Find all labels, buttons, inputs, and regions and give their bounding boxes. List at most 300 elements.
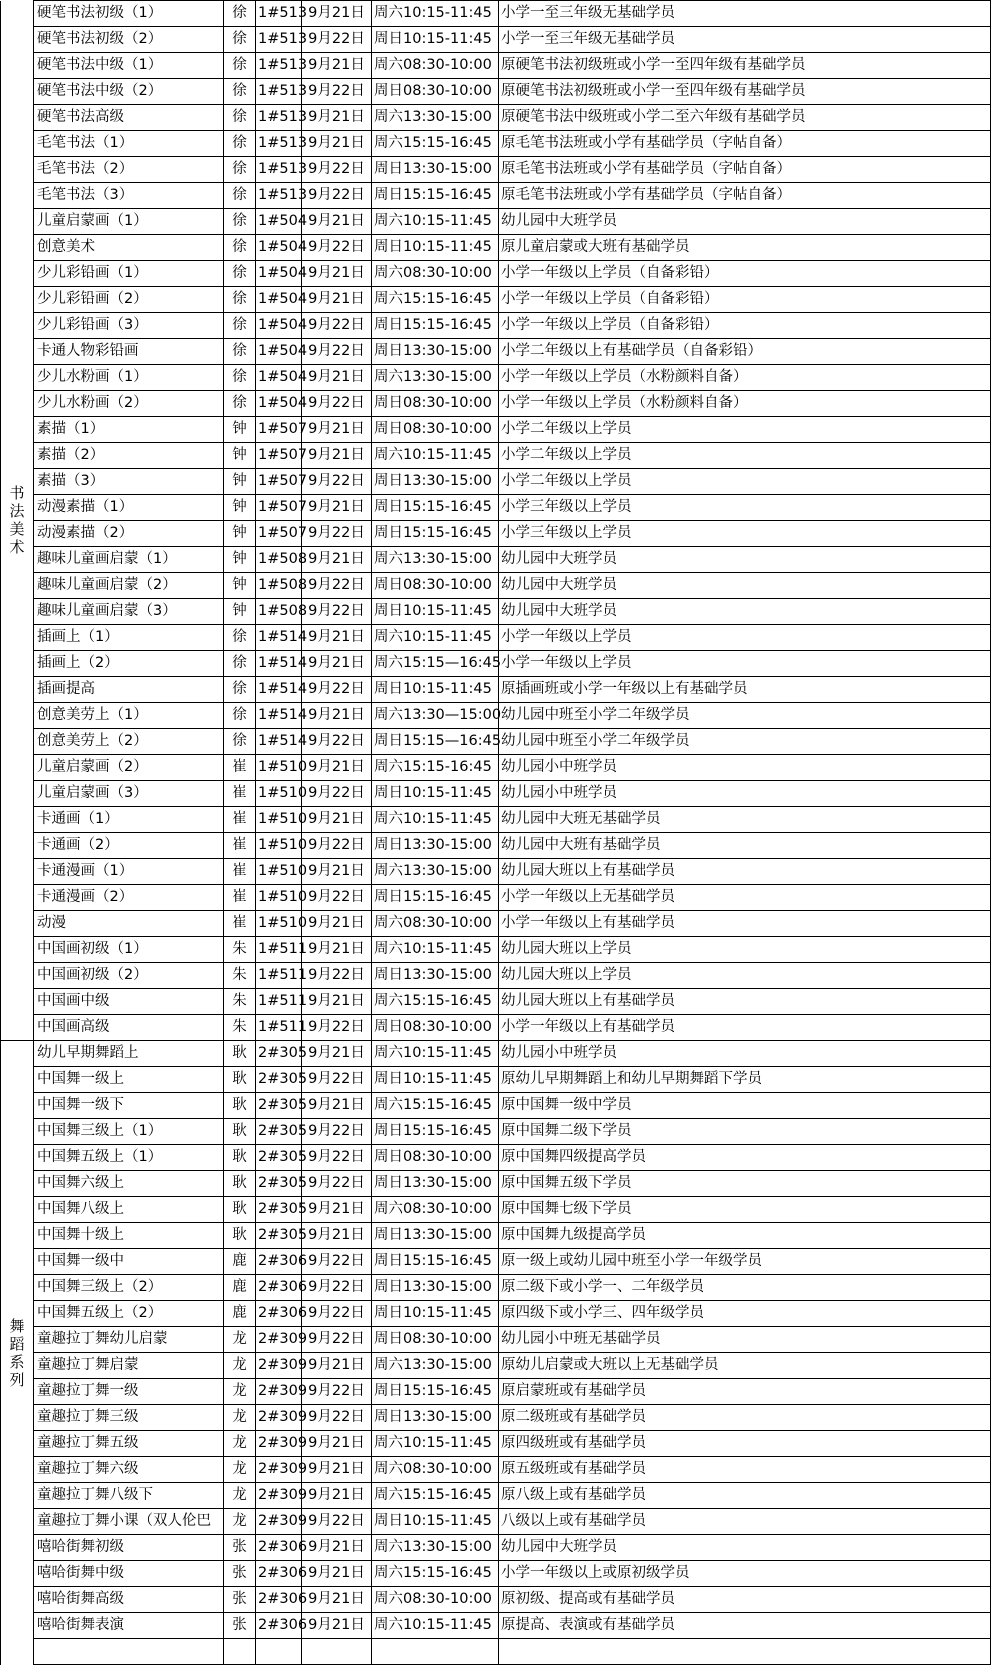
enrollment-requirement: 幼儿园大班以上学员 [499, 937, 991, 963]
teacher-name: 崔 [224, 807, 256, 833]
course-date: 9月22日 [302, 183, 372, 209]
table-row [1, 339, 991, 365]
course-time: 周六15:15-16:45 [372, 287, 499, 313]
course-date: 9月21日 [302, 1431, 372, 1457]
enrollment-requirement: 原幼儿启蒙或大班以上无基础学员 [499, 1353, 991, 1379]
teacher-name: 张 [224, 1561, 256, 1587]
teacher-name: 龙 [224, 1379, 256, 1405]
enrollment-requirement: 原一级上或幼儿园中班至小学一年级学员 [499, 1249, 991, 1275]
course-name: 卡通画（2） [34, 833, 224, 859]
teacher-name: 崔 [224, 755, 256, 781]
teacher-name: 徐 [224, 27, 256, 53]
table-row [1, 1067, 991, 1093]
table-row [1, 833, 991, 859]
course-time: 周日13:30-15:00 [372, 469, 499, 495]
room-number: 2#306 [256, 1561, 302, 1587]
teacher-name: 鹿 [224, 1249, 256, 1275]
course-name: 中国舞一级中 [34, 1249, 224, 1275]
course-date: 9月21日 [302, 1483, 372, 1509]
enrollment-requirement: 小学一年级以上学员（自备彩铅） [499, 287, 991, 313]
course-name: 童趣拉丁舞五级 [34, 1431, 224, 1457]
course-name: 硬笔书法中级（2） [34, 79, 224, 105]
teacher-name: 龙 [224, 1405, 256, 1431]
enrollment-requirement: 小学三年级以上学员 [499, 521, 991, 547]
table-row [1, 443, 991, 469]
enrollment-requirement: 原启蒙班或有基础学员 [499, 1379, 991, 1405]
course-date: 9月21日 [302, 755, 372, 781]
room-number: 2#309 [256, 1327, 302, 1353]
table-row [1, 859, 991, 885]
category-label: 舞蹈系列 [9, 1316, 25, 1389]
course-name: 中国画初级（2） [34, 963, 224, 989]
course-time: 周六08:30-10:00 [372, 53, 499, 79]
course-name: 童趣拉丁舞幼儿启蒙 [34, 1327, 224, 1353]
enrollment-requirement: 原二级班或有基础学员 [499, 1405, 991, 1431]
course-name: 童趣拉丁舞八级下 [34, 1483, 224, 1509]
table-row [1, 1431, 991, 1457]
enrollment-requirement: 幼儿园大班以上有基础学员 [499, 989, 991, 1015]
course-date: 9月22日 [302, 781, 372, 807]
enrollment-requirement: 小学一年级以上学员（自备彩铅） [499, 261, 991, 287]
course-date: 9月22日 [302, 313, 372, 339]
course-time: 周六15:15-16:45 [372, 755, 499, 781]
course-date: 9月22日 [302, 963, 372, 989]
teacher-name: 张 [224, 1613, 256, 1639]
course-time: 周日08:30-10:00 [372, 1015, 499, 1041]
course-name: 嘻哈街舞高级 [34, 1587, 224, 1613]
course-date: 9月22日 [302, 599, 372, 625]
enrollment-requirement: 原毛笔书法班或小学有基础学员（字帖自备） [499, 131, 991, 157]
course-time: 周六10:15-11:45 [372, 1613, 499, 1639]
enrollment-requirement: 原幼儿早期舞蹈上和幼儿早期舞蹈下学员 [499, 1067, 991, 1093]
table-row [1, 599, 991, 625]
enrollment-requirement [499, 1639, 991, 1665]
enrollment-requirement: 原提高、表演或有基础学员 [499, 1613, 991, 1639]
table-row [1, 261, 991, 287]
course-time: 周日13:30-15:00 [372, 339, 499, 365]
enrollment-requirement: 原毛笔书法班或小学有基础学员（字帖自备） [499, 157, 991, 183]
course-time: 周六13:30-15:00 [372, 1353, 499, 1379]
room-number: 2#306 [256, 1535, 302, 1561]
course-date: 9月21日 [302, 1613, 372, 1639]
course-name: 毛笔书法（2） [34, 157, 224, 183]
enrollment-requirement: 小学一年级以上学员（水粉颜料自备） [499, 365, 991, 391]
room-number: 1#510 [256, 755, 302, 781]
room-number: 1#513 [256, 183, 302, 209]
course-name: 素描（2） [34, 443, 224, 469]
table-row [1, 1457, 991, 1483]
teacher-name: 徐 [224, 703, 256, 729]
course-time: 周日10:15-11:45 [372, 27, 499, 53]
room-number: 2#305 [256, 1171, 302, 1197]
teacher-name: 徐 [224, 625, 256, 651]
course-date: 9月22日 [302, 1119, 372, 1145]
course-name: 中国舞三级上（1） [34, 1119, 224, 1145]
course-name: 少儿水粉画（2） [34, 391, 224, 417]
course-name: 中国舞三级上（2） [34, 1275, 224, 1301]
enrollment-requirement: 小学一年级以上有基础学员 [499, 911, 991, 937]
room-number: 1#513 [256, 53, 302, 79]
teacher-name: 鹿 [224, 1275, 256, 1301]
enrollment-requirement: 原硬笔书法初级班或小学一至四年级有基础学员 [499, 79, 991, 105]
table-row [1, 209, 991, 235]
course-name: 插画上（2） [34, 651, 224, 677]
course-date: 9月22日 [302, 521, 372, 547]
room-number: 2#305 [256, 1197, 302, 1223]
enrollment-requirement: 幼儿园大班以上有基础学员 [499, 859, 991, 885]
course-time: 周日08:30-10:00 [372, 79, 499, 105]
table-row [1, 1197, 991, 1223]
table-row [1, 573, 991, 599]
course-date: 9月21日 [302, 547, 372, 573]
course-name: 儿童启蒙画（2） [34, 755, 224, 781]
table-row [1, 937, 991, 963]
course-date: 9月22日 [302, 1327, 372, 1353]
course-name: 童趣拉丁舞一级 [34, 1379, 224, 1405]
course-time: 周六08:30-10:00 [372, 1457, 499, 1483]
course-time: 周日10:15-11:45 [372, 1301, 499, 1327]
room-number: 1#504 [256, 313, 302, 339]
course-name: 童趣拉丁舞小课（双人伦巴 [34, 1509, 224, 1535]
course-date: 9月22日 [302, 235, 372, 261]
course-name: 趣味儿童画启蒙（3） [34, 599, 224, 625]
teacher-name: 钟 [224, 521, 256, 547]
course-name: 中国舞一级下 [34, 1093, 224, 1119]
course-time: 周日13:30-15:00 [372, 1405, 499, 1431]
course-time: 周六08:30-10:00 [372, 1197, 499, 1223]
course-name: 中国舞五级上（1） [34, 1145, 224, 1171]
room-number: 1#511 [256, 1015, 302, 1041]
room-number: 1#513 [256, 27, 302, 53]
course-time: 周六15:15-16:45 [372, 1093, 499, 1119]
table-row [1, 27, 991, 53]
teacher-name: 崔 [224, 781, 256, 807]
teacher-name: 龙 [224, 1457, 256, 1483]
teacher-name: 耿 [224, 1145, 256, 1171]
course-date: 9月22日 [302, 1171, 372, 1197]
room-number: 1#507 [256, 443, 302, 469]
teacher-name: 徐 [224, 729, 256, 755]
course-time: 周六15:15-16:45 [372, 1483, 499, 1509]
room-number: 2#305 [256, 1145, 302, 1171]
course-date: 9月22日 [302, 729, 372, 755]
table-row [1, 53, 991, 79]
category-label: 书法美术 [9, 484, 25, 557]
room-number: 1#513 [256, 1, 302, 27]
enrollment-requirement: 幼儿园中班至小学二年级学员 [499, 729, 991, 755]
course-name: 童趣拉丁舞三级 [34, 1405, 224, 1431]
course-name: 创意美术 [34, 235, 224, 261]
room-number: 2#309 [256, 1483, 302, 1509]
course-time: 周六13:30-15:00 [372, 105, 499, 131]
course-name: 幼儿早期舞蹈上 [34, 1041, 224, 1067]
course-date: 9月22日 [302, 157, 372, 183]
course-time: 周日08:30-10:00 [372, 391, 499, 417]
table-row [1, 1301, 991, 1327]
course-name: 中国舞一级上 [34, 1067, 224, 1093]
table-row [1, 1275, 991, 1301]
table-row [1, 1223, 991, 1249]
teacher-name: 徐 [224, 287, 256, 313]
course-name: 中国画高级 [34, 1015, 224, 1041]
teacher-name: 徐 [224, 157, 256, 183]
enrollment-requirement: 幼儿园小中班学员 [499, 755, 991, 781]
teacher-name: 徐 [224, 235, 256, 261]
table-row [1, 547, 991, 573]
teacher-name: 钟 [224, 469, 256, 495]
table-row [1, 521, 991, 547]
course-time: 周日15:15-16:45 [372, 183, 499, 209]
course-name: 少儿彩铅画（2） [34, 287, 224, 313]
enrollment-requirement: 幼儿园中大班学员 [499, 547, 991, 573]
course-time: 周日13:30-15:00 [372, 963, 499, 989]
enrollment-requirement: 原四级班或有基础学员 [499, 1431, 991, 1457]
room-number: 2#309 [256, 1405, 302, 1431]
table-row [1, 287, 991, 313]
course-date: 9月21日 [302, 131, 372, 157]
course-name: 中国舞十级上 [34, 1223, 224, 1249]
room-number: 2#309 [256, 1379, 302, 1405]
room-number: 1#514 [256, 703, 302, 729]
course-time: 周六15:15-16:45 [372, 1561, 499, 1587]
teacher-name: 崔 [224, 885, 256, 911]
table-row [1, 807, 991, 833]
teacher-name: 徐 [224, 339, 256, 365]
course-date: 9月21日 [302, 287, 372, 313]
teacher-name: 张 [224, 1535, 256, 1561]
course-name: 嘻哈街舞表演 [34, 1613, 224, 1639]
table-row [1, 183, 991, 209]
teacher-name: 耿 [224, 1171, 256, 1197]
course-time: 周六10:15-11:45 [372, 443, 499, 469]
table-row [1, 1041, 991, 1067]
table-row [1, 651, 991, 677]
course-name: 毛笔书法（3） [34, 183, 224, 209]
course-date: 9月22日 [302, 1509, 372, 1535]
teacher-name: 徐 [224, 105, 256, 131]
enrollment-requirement: 小学一年级以上无基础学员 [499, 885, 991, 911]
course-date: 9月21日 [302, 1353, 372, 1379]
teacher-name: 徐 [224, 313, 256, 339]
course-time: 周日15:15—16:45 [372, 729, 499, 755]
enrollment-requirement: 原中国舞四级提高学员 [499, 1145, 991, 1171]
teacher-name: 徐 [224, 183, 256, 209]
teacher-name: 耿 [224, 1093, 256, 1119]
course-name: 童趣拉丁舞启蒙 [34, 1353, 224, 1379]
room-number: 2#305 [256, 1223, 302, 1249]
course-time: 周六13:30-15:00 [372, 859, 499, 885]
room-number: 1#508 [256, 599, 302, 625]
course-name: 插画提高 [34, 677, 224, 703]
room-number: 1#510 [256, 781, 302, 807]
teacher-name: 龙 [224, 1327, 256, 1353]
course-name: 创意美劳上（2） [34, 729, 224, 755]
table-row [1, 495, 991, 521]
course-name: 儿童启蒙画（1） [34, 209, 224, 235]
teacher-name: 朱 [224, 937, 256, 963]
table-row [1, 417, 991, 443]
course-date: 9月22日 [302, 833, 372, 859]
enrollment-requirement: 原儿童启蒙或大班有基础学员 [499, 235, 991, 261]
course-name: 童趣拉丁舞六级 [34, 1457, 224, 1483]
enrollment-requirement: 原五级班或有基础学员 [499, 1457, 991, 1483]
room-number [256, 1639, 302, 1665]
course-name [34, 1639, 224, 1665]
room-number: 1#510 [256, 885, 302, 911]
course-name: 卡通人物彩铅画 [34, 339, 224, 365]
room-number: 2#306 [256, 1301, 302, 1327]
enrollment-requirement: 幼儿园中班至小学二年级学员 [499, 703, 991, 729]
course-name: 动漫 [34, 911, 224, 937]
schedule-body [1, 1, 991, 1665]
course-time: 周六15:15—16:45 [372, 651, 499, 677]
category-cell [1, 1, 34, 1041]
teacher-name: 徐 [224, 651, 256, 677]
teacher-name: 徐 [224, 79, 256, 105]
course-date: 9月22日 [302, 79, 372, 105]
category-cell [1, 1041, 34, 1665]
teacher-name: 耿 [224, 1197, 256, 1223]
enrollment-requirement: 小学二年级以上学员 [499, 443, 991, 469]
course-date: 9月21日 [302, 1, 372, 27]
teacher-name: 钟 [224, 599, 256, 625]
room-number: 1#504 [256, 287, 302, 313]
course-date: 9月22日 [302, 1067, 372, 1093]
course-time: 周六10:15-11:45 [372, 1041, 499, 1067]
course-name: 中国画初级（1） [34, 937, 224, 963]
course-name: 儿童启蒙画（3） [34, 781, 224, 807]
table-row [1, 131, 991, 157]
course-time: 周日10:15-11:45 [372, 1067, 499, 1093]
room-number: 1#511 [256, 937, 302, 963]
enrollment-requirement: 幼儿园中大班有基础学员 [499, 833, 991, 859]
room-number: 1#514 [256, 729, 302, 755]
course-name: 硬笔书法中级（1） [34, 53, 224, 79]
course-time: 周六08:30-10:00 [372, 911, 499, 937]
room-number: 2#306 [256, 1275, 302, 1301]
course-date: 9月21日 [302, 1197, 372, 1223]
enrollment-requirement: 原四级下或小学三、四年级学员 [499, 1301, 991, 1327]
course-time: 周六10:15-11:45 [372, 1431, 499, 1457]
room-number: 2#309 [256, 1509, 302, 1535]
course-time: 周日08:30-10:00 [372, 417, 499, 443]
enrollment-requirement: 八级以上或有基础学员 [499, 1509, 991, 1535]
enrollment-requirement: 幼儿园中大班学员 [499, 573, 991, 599]
course-time: 周日15:15-16:45 [372, 521, 499, 547]
course-time: 周日13:30-15:00 [372, 833, 499, 859]
enrollment-requirement: 幼儿园中大班学员 [499, 209, 991, 235]
course-name: 插画上（1） [34, 625, 224, 651]
teacher-name: 耿 [224, 1041, 256, 1067]
course-time: 周六08:30-10:00 [372, 1587, 499, 1613]
enrollment-requirement: 小学一年级以上学员 [499, 625, 991, 651]
course-date: 9月22日 [302, 1249, 372, 1275]
course-time [372, 1639, 499, 1665]
course-name: 创意美劳上（1） [34, 703, 224, 729]
room-number: 1#507 [256, 417, 302, 443]
enrollment-requirement: 幼儿园小中班学员 [499, 781, 991, 807]
table-row [1, 313, 991, 339]
course-time: 周六13:30-15:00 [372, 1535, 499, 1561]
course-time: 周六10:15-11:45 [372, 209, 499, 235]
enrollment-requirement: 幼儿园小中班无基础学员 [499, 1327, 991, 1353]
course-date: 9月22日 [302, 339, 372, 365]
teacher-name: 徐 [224, 677, 256, 703]
table-row [1, 625, 991, 651]
table-row [1, 1639, 991, 1665]
teacher-name: 崔 [224, 833, 256, 859]
teacher-name: 张 [224, 1587, 256, 1613]
room-number: 1#508 [256, 573, 302, 599]
room-number: 1#511 [256, 989, 302, 1015]
room-number: 2#309 [256, 1431, 302, 1457]
room-number: 1#510 [256, 859, 302, 885]
teacher-name: 朱 [224, 989, 256, 1015]
enrollment-requirement: 幼儿园中大班学员 [499, 599, 991, 625]
course-name: 卡通画（1） [34, 807, 224, 833]
course-date: 9月21日 [302, 417, 372, 443]
course-time: 周六10:15-11:45 [372, 1, 499, 27]
course-time: 周日10:15-11:45 [372, 599, 499, 625]
course-time: 周六15:15-16:45 [372, 989, 499, 1015]
course-name: 少儿水粉画（1） [34, 365, 224, 391]
room-number: 1#507 [256, 521, 302, 547]
room-number: 2#305 [256, 1119, 302, 1145]
course-date: 9月21日 [302, 937, 372, 963]
course-name: 趣味儿童画启蒙（1） [34, 547, 224, 573]
course-time: 周日15:15-16:45 [372, 495, 499, 521]
room-number: 1#508 [256, 547, 302, 573]
teacher-name: 徐 [224, 1, 256, 27]
course-date: 9月22日 [302, 1275, 372, 1301]
teacher-name: 徐 [224, 365, 256, 391]
table-row [1, 1561, 991, 1587]
course-date: 9月22日 [302, 885, 372, 911]
course-time: 周日15:15-16:45 [372, 313, 499, 339]
course-date: 9月21日 [302, 703, 372, 729]
table-row [1, 911, 991, 937]
course-name: 素描（1） [34, 417, 224, 443]
room-number: 1#514 [256, 677, 302, 703]
room-number: 2#309 [256, 1353, 302, 1379]
table-row [1, 1249, 991, 1275]
course-name: 动漫素描（2） [34, 521, 224, 547]
table-row [1, 1379, 991, 1405]
enrollment-requirement: 小学二年级以上有基础学员（自备彩铅） [499, 339, 991, 365]
table-row [1, 1171, 991, 1197]
teacher-name: 钟 [224, 495, 256, 521]
enrollment-requirement: 原二级下或小学一、二年级学员 [499, 1275, 991, 1301]
course-date [302, 1639, 372, 1665]
enrollment-requirement: 小学二年级以上学员 [499, 417, 991, 443]
room-number: 1#504 [256, 261, 302, 287]
course-time: 周日10:15-11:45 [372, 677, 499, 703]
table-row [1, 1535, 991, 1561]
enrollment-requirement: 原八级上或有基础学员 [499, 1483, 991, 1509]
course-date: 9月21日 [302, 911, 372, 937]
enrollment-requirement: 小学一年级以上或原初级学员 [499, 1561, 991, 1587]
course-name: 少儿彩铅画（3） [34, 313, 224, 339]
enrollment-requirement: 原插画班或小学一年级以上有基础学员 [499, 677, 991, 703]
course-time: 周日10:15-11:45 [372, 781, 499, 807]
course-date: 9月21日 [302, 625, 372, 651]
course-time: 周日13:30-15:00 [372, 1223, 499, 1249]
course-name: 中国画中级 [34, 989, 224, 1015]
course-time: 周六13:30-15:00 [372, 365, 499, 391]
teacher-name: 徐 [224, 261, 256, 287]
room-number: 2#309 [256, 1457, 302, 1483]
course-date: 9月22日 [302, 391, 372, 417]
